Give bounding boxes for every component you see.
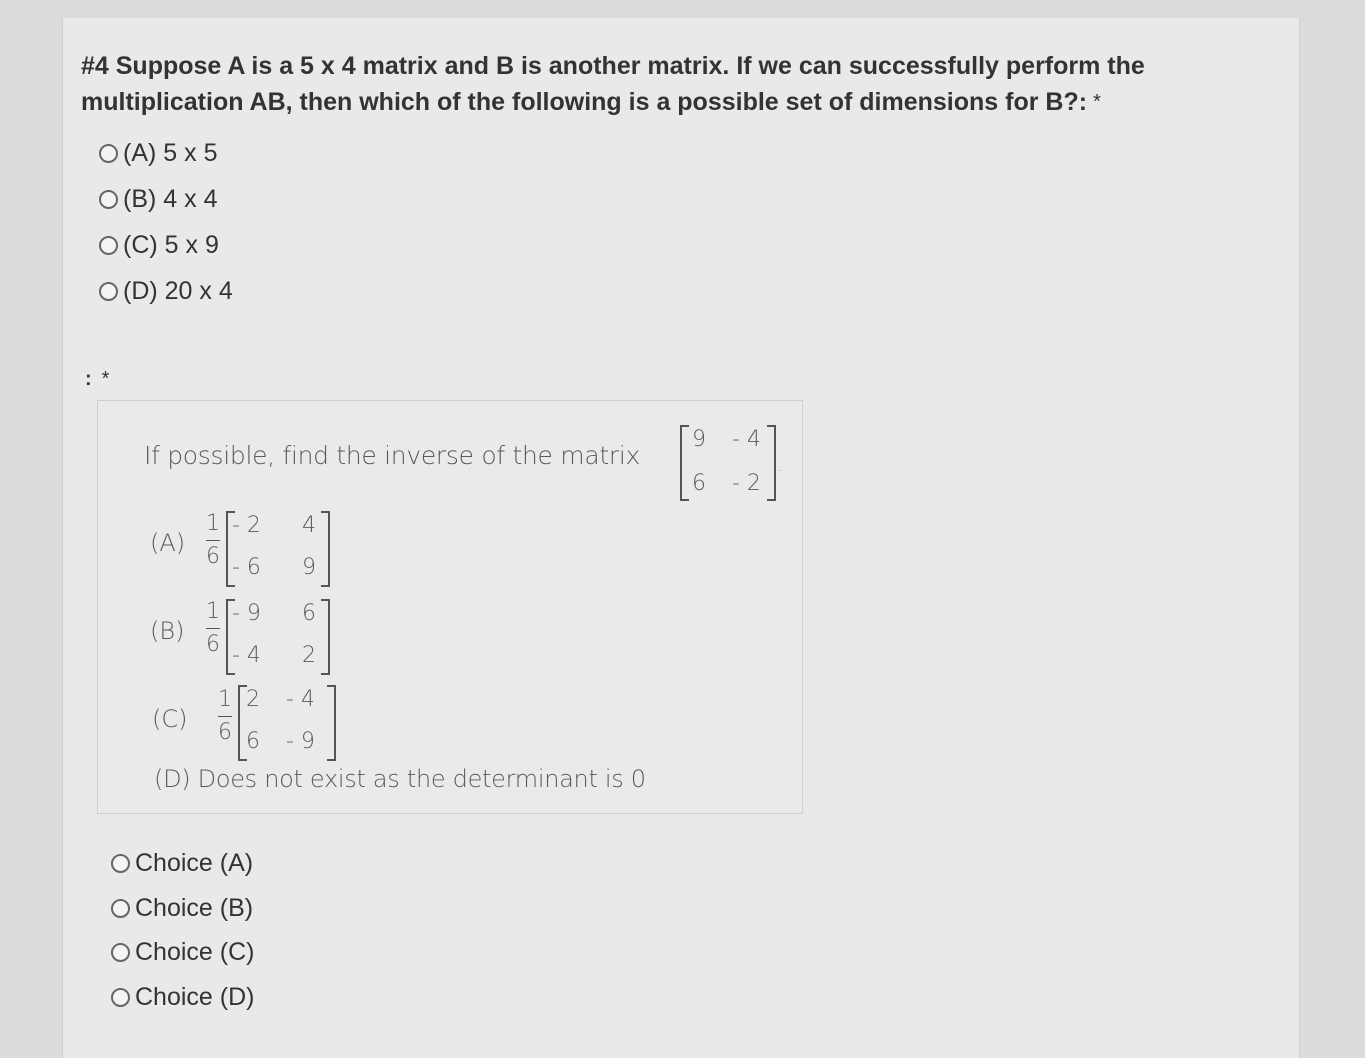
q5-label — [85, 368, 109, 391]
image-prompt: If possible, find the inverse of the matrix — [144, 441, 640, 470]
q5-option-a[interactable] — [111, 846, 253, 880]
bracket-right — [321, 511, 330, 587]
matrix-cell: 9 — [302, 555, 316, 580]
radio-button[interactable] — [111, 854, 130, 873]
choice-a-label: (A) — [150, 529, 186, 557]
q5-option-d[interactable] — [111, 980, 254, 1014]
bracket-left — [680, 425, 689, 501]
matrix-cell: 2 — [302, 643, 316, 668]
fraction-bar — [218, 716, 232, 717]
choice-b-label: (B) — [150, 617, 185, 645]
bracket-right — [327, 685, 336, 761]
q4-title-text: #4 Suppose A is a 5 x 4 matrix and B is another matrix. If we can successfully perform the multiplication AB, then which of the following is a possible set of dimensions for B?: — [81, 52, 1145, 116]
option-label: Choice (A) — [135, 848, 254, 877]
numerator: 1 — [218, 687, 232, 712]
matrix-cell: 6 — [302, 601, 316, 626]
option-label: Choice (C) — [135, 937, 255, 966]
bracket-right — [767, 425, 776, 501]
matrix-cell: 2 — [246, 687, 260, 712]
q4-option-d[interactable] — [99, 274, 233, 308]
option-label: Choice (B) — [135, 893, 254, 922]
matrix-cell: - 4 — [732, 427, 761, 452]
option-label: (D) 20 x 4 — [123, 276, 233, 305]
radio-button[interactable] — [99, 236, 118, 255]
required-mark: * — [1093, 91, 1101, 113]
option-label: (A) 5 x 5 — [123, 138, 218, 167]
radio-button[interactable] — [111, 988, 130, 1007]
q5-option-c[interactable] — [111, 935, 254, 969]
radio-button[interactable] — [99, 144, 118, 163]
matrix-cell: - 6 — [232, 555, 261, 580]
choice-c-label: (C) — [152, 705, 188, 733]
question-image — [97, 400, 803, 814]
choice-c-matrix — [238, 685, 336, 761]
option-label: Choice (D) — [135, 982, 255, 1011]
option-label: (B) 4 x 4 — [123, 184, 218, 213]
fraction-bar — [206, 628, 220, 629]
q4-option-c[interactable] — [99, 228, 219, 262]
denominator: 6 — [206, 544, 220, 569]
matrix-cell: 6 — [692, 471, 706, 496]
choice-d-text: (D) Does not exist as the determinant is 0 — [154, 765, 646, 793]
matrix-cell: - 4 — [286, 687, 315, 712]
period: . — [778, 459, 783, 475]
denominator: 6 — [218, 720, 232, 745]
matrix-cell: - 4 — [232, 643, 261, 668]
given-matrix — [680, 425, 776, 501]
option-label: (C) 5 x 9 — [123, 230, 219, 259]
matrix-cell: 4 — [302, 513, 316, 538]
matrix-cell: - 9 — [286, 729, 315, 754]
radio-button[interactable] — [99, 190, 118, 209]
q4-option-a[interactable] — [99, 136, 217, 170]
denominator: 6 — [206, 632, 220, 657]
radio-button[interactable] — [99, 282, 118, 301]
radio-button[interactable] — [111, 943, 130, 962]
q5-option-b[interactable] — [111, 891, 253, 925]
q4-title — [81, 48, 1261, 120]
q4-option-b[interactable] — [99, 182, 217, 216]
choice-a-matrix — [226, 511, 330, 587]
matrix-cell: - 9 — [232, 601, 261, 626]
matrix-cell: 9 — [692, 427, 706, 452]
numerator: 1 — [206, 511, 220, 536]
choice-b-matrix — [226, 599, 330, 675]
form-page — [62, 18, 1300, 1058]
q5-label-text: : — [85, 368, 92, 390]
radio-button[interactable] — [111, 899, 130, 918]
bracket-right — [321, 599, 330, 675]
numerator: 1 — [206, 599, 220, 624]
fraction-bar — [206, 540, 220, 541]
required-mark: * — [101, 368, 110, 390]
matrix-cell: - 2 — [232, 513, 261, 538]
matrix-cell: - 2 — [732, 471, 761, 496]
matrix-cell: 6 — [246, 729, 260, 754]
